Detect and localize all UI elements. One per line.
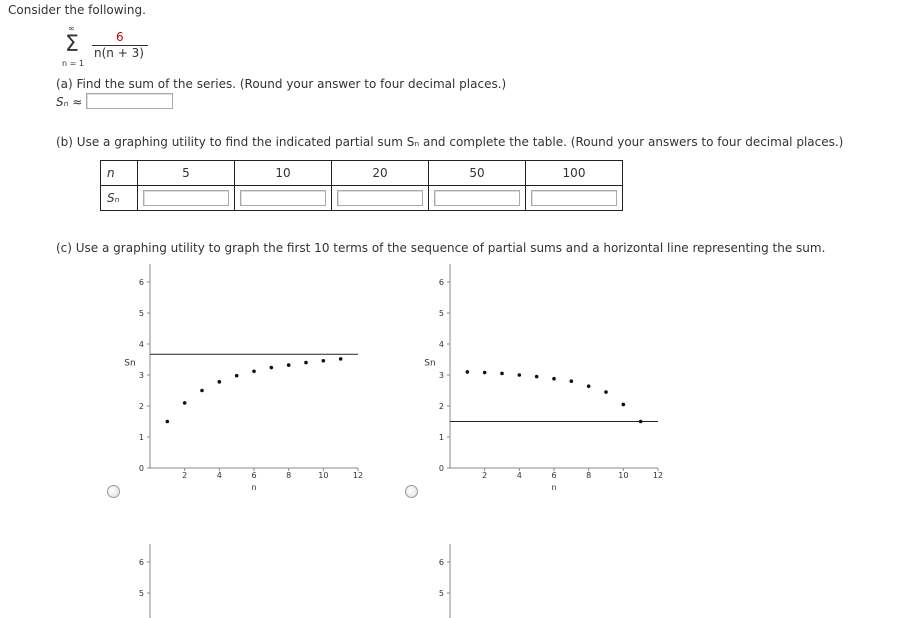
data-point <box>552 377 556 381</box>
row-label-sn: Sₙ <box>101 186 138 211</box>
table-row <box>101 161 623 186</box>
data-point <box>270 366 274 370</box>
partial-sum-table <box>100 160 623 211</box>
data-point <box>166 420 170 424</box>
y-tick-label: 3 <box>138 371 144 380</box>
x-tick-label: 12 <box>652 471 664 480</box>
x-axis-label: n <box>551 483 557 492</box>
y-tick-label: 6 <box>438 558 444 567</box>
part-a-prompt: (a) Find the sum of the series. (Round your answer to four decimal places.) <box>56 77 507 91</box>
part-b-prompt: (b) Use a graphing utility to find the indicated partial sum Sₙ and complete the table. (Round your answers to four decimal places.) <box>56 135 844 149</box>
graph-option-1-radio[interactable] <box>107 485 120 498</box>
y-tick-label: 6 <box>138 278 144 287</box>
x-tick-label: 12 <box>352 471 364 480</box>
y-tick-label: 5 <box>438 589 444 598</box>
y-tick-label: 5 <box>138 309 144 318</box>
column-header: 20 <box>332 161 429 186</box>
partial-sum-input-20[interactable] <box>337 190 423 206</box>
x-tick-label: 2 <box>182 471 188 480</box>
data-point <box>287 363 291 367</box>
x-tick-label: 6 <box>551 471 557 480</box>
graph-option-2-radio[interactable] <box>405 485 418 498</box>
sum-lower-limit: n = 1 <box>62 59 84 68</box>
sum-answer-input[interactable] <box>86 93 173 109</box>
y-tick-label: 4 <box>438 340 444 349</box>
y-tick-label: 1 <box>438 433 444 442</box>
y-axis-label: Sn <box>424 358 436 369</box>
row-label-n: n <box>101 161 138 186</box>
y-tick-label: 6 <box>138 558 144 567</box>
partial-sum-input-10[interactable] <box>240 190 326 206</box>
sigma-icon: Σ <box>65 32 79 57</box>
y-tick-label: 2 <box>138 402 144 411</box>
y-tick-label: 3 <box>438 371 444 380</box>
data-point <box>304 361 308 365</box>
data-point <box>604 390 608 394</box>
table-row <box>101 186 623 211</box>
y-tick-label: 5 <box>438 309 444 318</box>
y-tick-label: 0 <box>438 464 444 473</box>
partial-sum-input-5[interactable] <box>143 190 229 206</box>
part-a-label: Sₙ ≈ <box>56 95 83 109</box>
column-header: 50 <box>429 161 526 186</box>
y-axis-label: Sn <box>124 358 136 369</box>
x-tick-label: 8 <box>586 471 592 480</box>
sum-upper-limit: ∞ <box>68 24 75 33</box>
x-tick-label: 8 <box>286 471 292 480</box>
x-axis-label: n <box>251 483 257 492</box>
graph-option-3 <box>118 540 368 618</box>
data-point <box>235 374 239 378</box>
x-tick-label: 10 <box>618 471 629 480</box>
data-point <box>339 357 343 361</box>
y-tick-label: 2 <box>438 402 444 411</box>
x-tick-label: 10 <box>318 471 329 480</box>
data-point <box>252 369 256 373</box>
data-point <box>622 403 626 407</box>
data-point <box>466 370 470 374</box>
data-point <box>483 371 487 375</box>
y-tick-label: 6 <box>438 278 444 287</box>
partial-sum-input-100[interactable] <box>531 190 617 206</box>
x-tick-label: 4 <box>216 471 222 480</box>
graph-option-4 <box>418 540 668 618</box>
data-point <box>218 380 222 384</box>
data-point <box>639 420 643 424</box>
series-formula <box>60 24 160 70</box>
data-point <box>535 375 539 379</box>
y-tick-label: 4 <box>138 340 144 349</box>
column-header: 10 <box>235 161 332 186</box>
x-tick-label: 2 <box>482 471 488 480</box>
data-point <box>587 384 591 388</box>
y-tick-label: 1 <box>138 433 144 442</box>
column-header: 5 <box>138 161 235 186</box>
data-point <box>518 373 522 377</box>
fraction-denominator: n(n + 3) <box>94 46 144 60</box>
part-c-prompt: (c) Use a graphing utility to graph the first 10 terms of the sequence of partial sums and a horizontal line representing the sum. <box>56 241 826 255</box>
intro-text: Consider the following. <box>8 3 146 17</box>
y-tick-label: 0 <box>138 464 144 473</box>
data-point <box>183 401 187 405</box>
x-tick-label: 6 <box>251 471 257 480</box>
graph-option-1 <box>118 260 368 492</box>
fraction-numerator: 6 <box>116 30 124 44</box>
partial-sum-input-50[interactable] <box>434 190 520 206</box>
graph-option-2 <box>418 260 668 492</box>
x-tick-label: 4 <box>516 471 522 480</box>
data-point <box>200 389 204 393</box>
data-point <box>500 372 504 376</box>
column-header: 100 <box>526 161 623 186</box>
data-point <box>322 359 326 363</box>
y-tick-label: 5 <box>138 589 144 598</box>
data-point <box>570 379 574 383</box>
